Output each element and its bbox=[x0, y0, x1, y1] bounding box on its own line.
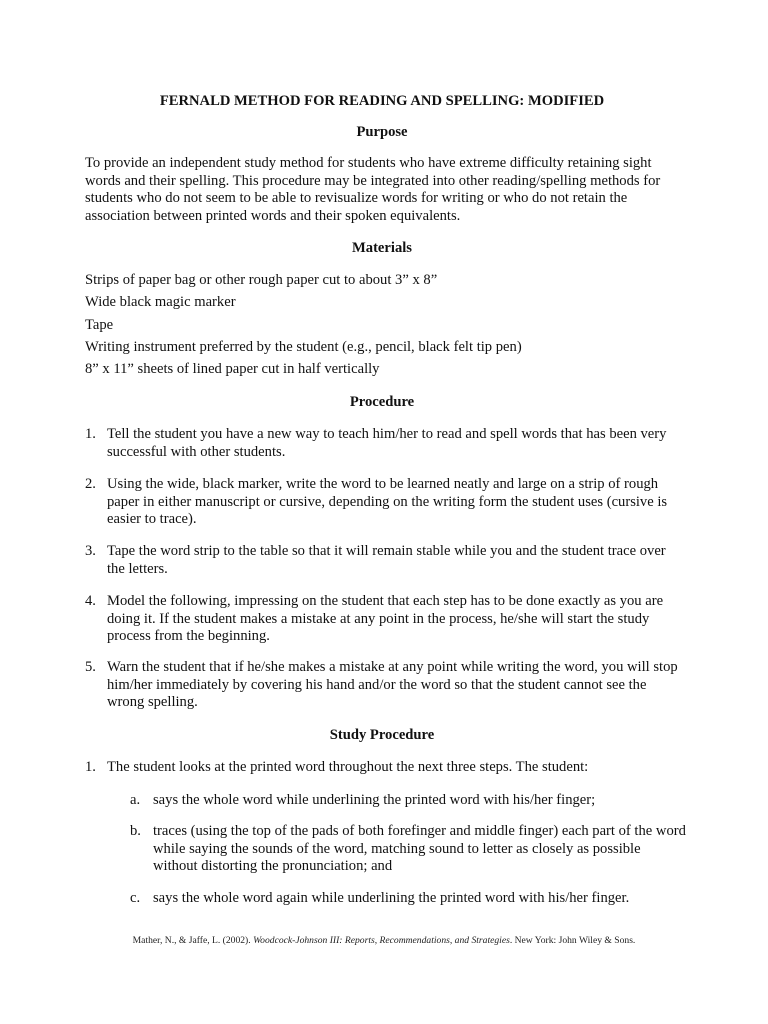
procedure-item bbox=[85, 659, 687, 712]
sub-item-text: says the whole word while underlining the printed word with his/her finger; bbox=[153, 792, 596, 808]
sub-item-letter: a. bbox=[130, 792, 141, 808]
item-text: The student looks at the printed word throughout the next three steps. The student: bbox=[107, 759, 589, 775]
item-text: Tell the student you have a new way to teach him/her to read and spell words that has been very successful with other students. bbox=[107, 426, 667, 460]
item-text: Model the following, impressing on the student that each step has to be done exactly as you are doing it. If the student makes a mistake at any point in the process, he/she will start the study process from the beginning. bbox=[107, 593, 664, 644]
item-number: 1. bbox=[85, 759, 96, 775]
item-number: 3. bbox=[85, 543, 96, 559]
item-number: 1. bbox=[85, 426, 96, 442]
procedure-item bbox=[85, 426, 687, 461]
procedure-heading: Procedure bbox=[349, 394, 415, 410]
procedure-item bbox=[85, 593, 687, 646]
item-number: 4. bbox=[85, 593, 96, 609]
citation-publisher: . New York: John Wiley & Sons. bbox=[509, 935, 636, 946]
study-procedure-item bbox=[85, 759, 687, 777]
material-item: Wide black magic marker bbox=[85, 294, 236, 310]
material-item: Strips of paper bag or other rough paper cut to about 3” x 8” bbox=[85, 272, 438, 288]
item-text: Warn the student that if he/she makes a mistake at any point while writing the word, you will stop him/her immediately by covering his hand and/or the word so that the student cannot see the wrong spelling. bbox=[107, 659, 678, 710]
citation-authors: Mather, N., & Jaffe, L. (2002). bbox=[132, 935, 254, 946]
study-sub-item bbox=[130, 823, 687, 876]
item-number: 5. bbox=[85, 659, 96, 675]
citation-footer bbox=[0, 935, 768, 947]
item-text: Using the wide, black marker, write the word to be learned neatly and large on a strip of rough paper in either manuscript or cursive, depending on the writing form the student uses (cursive is easier to trace). bbox=[107, 476, 668, 527]
material-item: Writing instrument preferred by the student (e.g., pencil, black felt tip pen) bbox=[85, 339, 522, 355]
sub-item-text: says the whole word again while underlining the printed word with his/her finger. bbox=[153, 890, 630, 906]
study-sub-item bbox=[130, 890, 687, 908]
sub-item-letter: c. bbox=[130, 890, 141, 906]
material-item: 8” x 11” sheets of lined paper cut in half vertically bbox=[85, 361, 380, 377]
material-item: Tape bbox=[85, 317, 114, 333]
sub-item-letter: b. bbox=[130, 823, 141, 839]
study-procedure-heading: Study Procedure bbox=[329, 727, 435, 743]
citation-title: Woodcock-Johnson III: Reports, Recommendations, and Strategies bbox=[253, 935, 510, 946]
procedure-item bbox=[85, 476, 687, 529]
materials-heading: Materials bbox=[352, 240, 412, 256]
study-sub-item bbox=[130, 792, 687, 810]
procedure-item bbox=[85, 543, 687, 578]
purpose-heading: Purpose bbox=[356, 124, 408, 140]
item-text: Tape the word strip to the table so that it will remain stable while you and the student trace over the letters. bbox=[107, 543, 666, 577]
purpose-paragraph: To provide an independent study method for students who have extreme difficulty retaining sight words and their spelling. This procedure may be integrated into other reading/spelling methods for students who do not seem to be able to revisualize words for writing or who do not retain the association between printed words and their spoken equivalents. bbox=[85, 155, 661, 224]
sub-item-text: traces (using the top of the pads of both forefinger and middle finger) each part of the word while saying the sounds of the word, matching sound to letter as closely as possible without distorting the pronunciation; and bbox=[153, 823, 686, 874]
document-title: FERNALD METHOD FOR READING AND SPELLING: MODIFIED bbox=[159, 93, 605, 109]
item-number: 2. bbox=[85, 476, 96, 492]
